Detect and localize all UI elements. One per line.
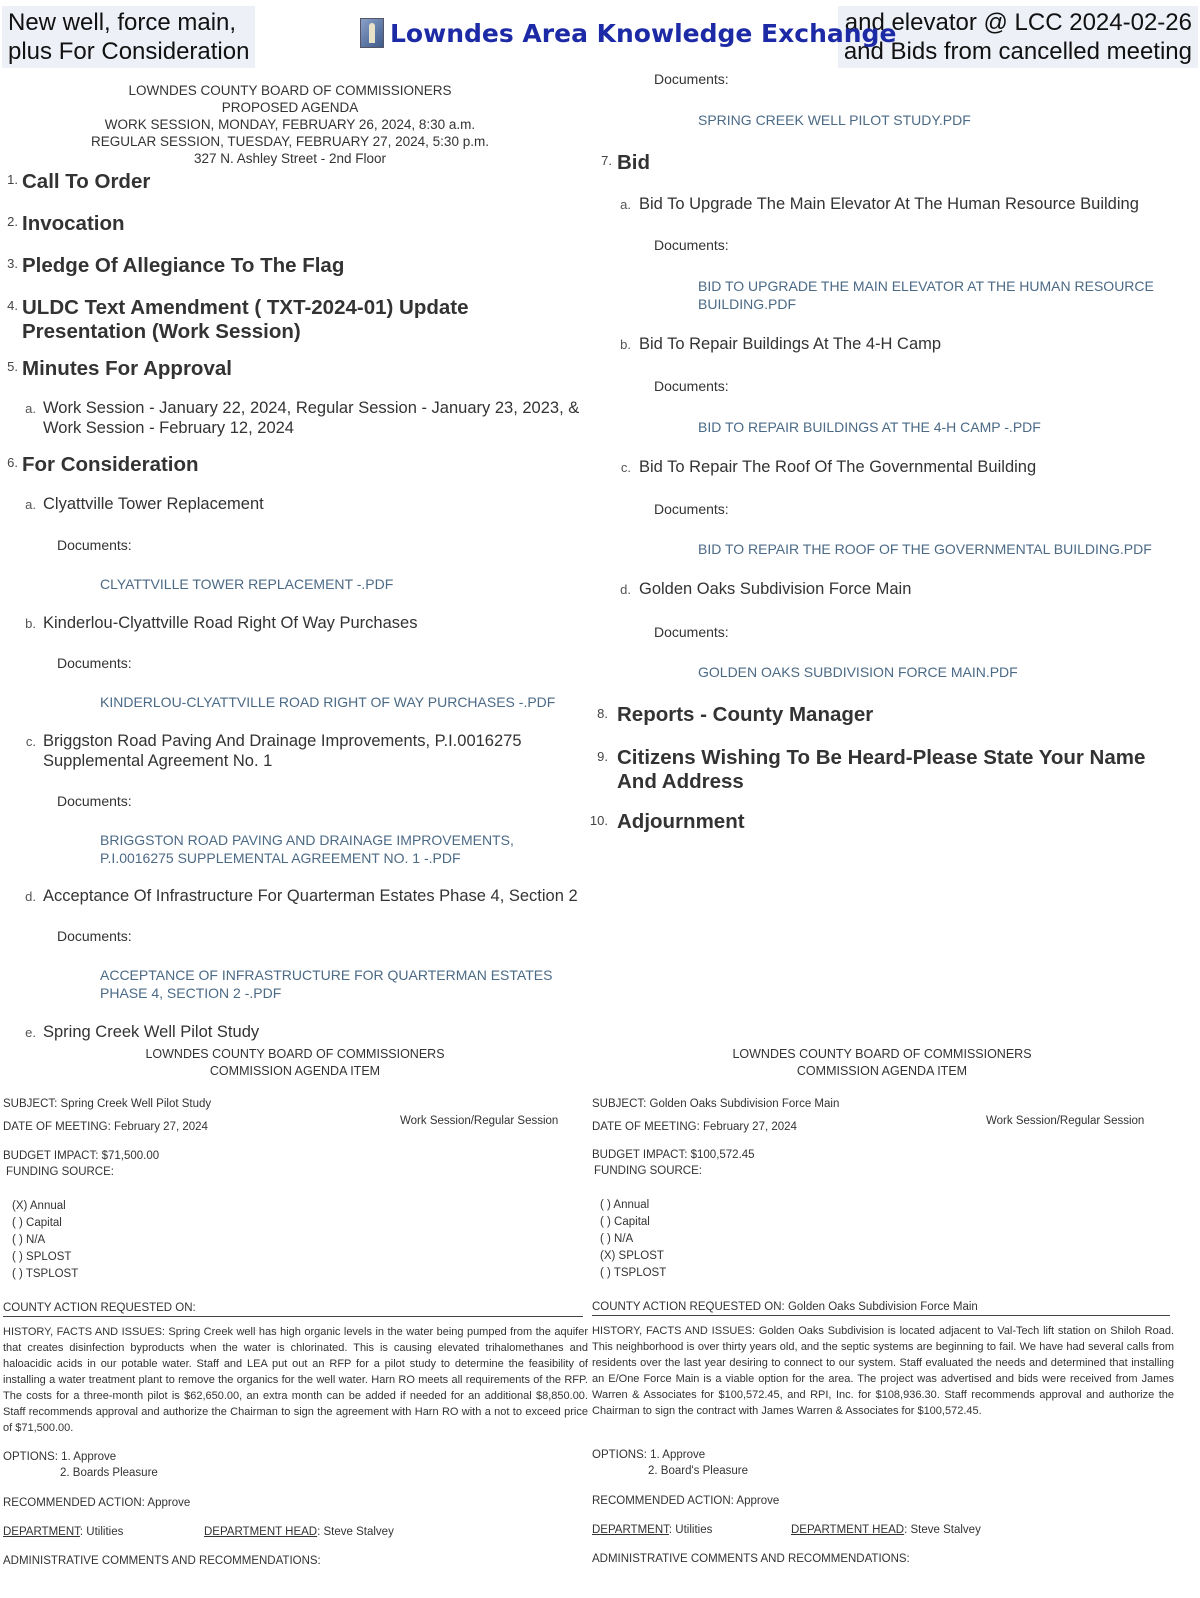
documents-label: Documents: xyxy=(654,237,729,253)
sub-item-letter: d. xyxy=(25,889,36,904)
agenda-item-title: For Consideration xyxy=(22,453,199,476)
department-label: DEPARTMENT xyxy=(3,1526,80,1538)
sheet-budget: BUDGET IMPACT: $71,500.00 xyxy=(3,1150,160,1162)
caption-left xyxy=(2,6,255,68)
documents-label: Documents: xyxy=(654,71,729,87)
funding-source: ( ) TSPLOST xyxy=(600,1267,667,1279)
agenda-header-line: LOWNDES COUNTY BOARD OF COMMISSIONERS xyxy=(128,83,452,98)
sheet-session: Work Session/Regular Session xyxy=(986,1115,1145,1127)
sheet-history: HISTORY, FACTS AND ISSUES: Golden Oaks Subdivision is located adjacent to Val-Tech lift station on Shiloh Road. This neighborhood is over thirty years old, and the septic systems are beginning to fail. We have had several calls from residents over the last year desiring to connect to our system. Staff evaluated the needs and determined that installing an E/One Force Main is a viable option for the area. The project was advertised and bids were received from James Warren & Associates for $100,572.45, and RPI, Inc. for $108,936.30. Staff recommends approval and authorize the Chairman to sign the contract with James Warren & Associates for $100,572.45. xyxy=(592,1325,1174,1417)
sub-item-title: Work Session - January 22, 2024, Regular Session - January 23, 2023, & Work Session - February 12, 2024 xyxy=(43,399,580,437)
sheet-date: DATE OF MEETING: February 27, 2024 xyxy=(3,1121,208,1133)
document-link[interactable]: BRIGGSTON ROAD PAVING AND DRAINAGE IMPROVEMENTS, P.I.0016275 SUPPLEMENTAL AGREEMENT NO. 1 -.PDF xyxy=(100,832,514,866)
funding-source: ( ) Capital xyxy=(600,1216,650,1228)
agenda-item-number: 5. xyxy=(7,359,18,374)
documents-label: Documents: xyxy=(654,624,729,640)
documents-label: Documents: xyxy=(654,378,729,394)
sub-item-letter: a. xyxy=(25,497,36,512)
funding-source: ( ) N/A xyxy=(12,1234,46,1246)
funding-source: ( ) TSPLOST xyxy=(12,1268,79,1280)
sheet-subject: SUBJECT: Spring Creek Well Pilot Study xyxy=(3,1098,212,1110)
documents-label: Documents: xyxy=(57,793,132,809)
site-brand-label: Lowndes Area Knowledge Exchange xyxy=(390,18,897,48)
agenda-header-line: REGULAR SESSION, TUESDAY, FEBRUARY 27, 2024, 5:30 p.m. xyxy=(91,134,489,149)
sub-item-title: Bid To Upgrade The Main Elevator At The Human Resource Building xyxy=(639,195,1139,213)
documents-label: Documents: xyxy=(57,537,132,553)
department-value: : Utilities xyxy=(79,1526,124,1538)
sub-item-title: Bid To Repair The Roof Of The Governmental Building xyxy=(639,458,1037,476)
funding-source: (X) SPLOST xyxy=(600,1250,664,1262)
agenda-item-title: Minutes For Approval xyxy=(22,357,232,380)
sub-item-letter: c. xyxy=(620,460,631,475)
agenda-item-title: Citizens Wishing To Be Heard-Please State Your Name And Address xyxy=(617,746,1146,793)
sheet-admin: ADMINISTRATIVE COMMENTS AND RECOMMENDATIONS: xyxy=(3,1555,321,1567)
agenda-item-number: 2. xyxy=(7,214,18,229)
department-head-label: DEPARTMENT HEAD xyxy=(791,1524,905,1536)
sub-item-letter: d. xyxy=(620,582,631,597)
agenda-item-number: 7. xyxy=(601,153,612,168)
document-link[interactable]: BID TO UPGRADE THE MAIN ELEVATOR AT THE HUMAN RESOURCE BUILDING.PDF xyxy=(698,278,1154,312)
sheet-title xyxy=(588,1046,1176,1080)
funding-source: (X) Annual xyxy=(12,1200,66,1212)
divider xyxy=(3,1316,583,1317)
sub-item-letter: c. xyxy=(25,734,36,749)
agenda-item-title: Pledge Of Allegiance To The Flag xyxy=(22,254,345,277)
agenda-header xyxy=(0,82,580,167)
sub-item-letter: a. xyxy=(620,197,631,212)
site-brand[interactable] xyxy=(360,18,896,48)
sheet-options: 2. Boards Pleasure xyxy=(60,1467,158,1479)
department-head-value: : Steve Stalvey xyxy=(317,1526,394,1538)
funding-source-list xyxy=(12,1198,78,1283)
agenda-item-title: Invocation xyxy=(22,212,125,235)
department-head-value: : Steve Stalvey xyxy=(904,1524,981,1536)
document-link[interactable]: BID TO REPAIR BUILDINGS AT THE 4-H CAMP -.PDF xyxy=(698,419,1041,435)
sheet-admin: ADMINISTRATIVE COMMENTS AND RECOMMENDATIONS: xyxy=(592,1553,910,1565)
document-link[interactable]: KINDERLOU-CLYATTVILLE ROAD RIGHT OF WAY PURCHASES -.PDF xyxy=(100,694,556,710)
agenda-item-number: 10. xyxy=(589,813,608,828)
sheet-history: HISTORY, FACTS AND ISSUES: Spring Creek well has high organic levels in the water being pumped from the aquifer that creates disinfection byproducts when the water is chlorinated. This is causing elevated trihalomethanes and haloacidic acids in our potable water. Staff and LEA put out an RFP for a pilot study to determine the feasibility of installing a water treatment plant to remove the organics for the well water. Harn RO meets all requirements of the RFP. The costs for a three-month pilot is $62,650.00, an extra month can be added if needed for an additional $8,850.00. Staff recommends approval and authorize the Chairman to sign the agreement with Harn RO with a not to exceed price of $71,500.00. xyxy=(3,1326,588,1434)
sheet-department xyxy=(3,1524,123,1541)
document-link[interactable]: CLYATTVILLE TOWER REPLACEMENT -.PDF xyxy=(100,576,394,592)
sheet-options: 2. Board's Pleasure xyxy=(648,1465,749,1477)
sheet-budget: BUDGET IMPACT: $100,572.45 xyxy=(592,1149,755,1161)
sheet-funding: FUNDING SOURCE: xyxy=(594,1165,702,1177)
sheet-action: COUNTY ACTION REQUESTED ON: xyxy=(3,1302,196,1314)
sub-item-title: Golden Oaks Subdivision Force Main xyxy=(639,580,912,598)
document-link[interactable]: ACCEPTANCE OF INFRASTRUCTURE FOR QUARTERMAN ESTATES PHASE 4, SECTION 2 -.PDF xyxy=(100,967,553,1001)
sheet-date: DATE OF MEETING: February 27, 2024 xyxy=(592,1121,797,1133)
documents-label: Documents: xyxy=(57,928,132,944)
sheet-department-head xyxy=(791,1522,981,1539)
document-link[interactable]: SPRING CREEK WELL PILOT STUDY.PDF xyxy=(698,112,971,128)
funding-source: ( ) N/A xyxy=(600,1233,634,1245)
agenda-item-number: 9. xyxy=(597,749,608,764)
sheet-department xyxy=(592,1522,712,1539)
sheet-title xyxy=(0,1046,590,1080)
department-head-label: DEPARTMENT HEAD xyxy=(204,1526,318,1538)
sub-item-title: Clyattville Tower Replacement xyxy=(43,495,264,513)
agenda-header-line: 327 N. Ashley Street - 2nd Floor xyxy=(193,151,387,166)
sheet-title-line: LOWNDES COUNTY BOARD OF COMMISSIONERS xyxy=(145,1047,445,1061)
divider xyxy=(592,1315,1170,1316)
funding-source: ( ) Capital xyxy=(12,1217,62,1229)
sheet-session: Work Session/Regular Session xyxy=(400,1115,559,1127)
department-value: : Utilities xyxy=(668,1524,713,1536)
agenda-item-title: Adjournment xyxy=(617,810,745,833)
agenda-item-number: 1. xyxy=(7,172,18,187)
department-label: DEPARTMENT xyxy=(592,1524,669,1536)
sheet-department-head xyxy=(204,1524,394,1541)
agenda-item-title: Reports - County Manager xyxy=(617,703,874,726)
sheet-options: OPTIONS: 1. Approve xyxy=(592,1449,706,1461)
agenda-header-line: WORK SESSION, MONDAY, FEBRUARY 26, 2024, 8:30 a.m. xyxy=(104,117,476,132)
sub-item-letter: e. xyxy=(25,1025,36,1040)
sheet-title-line: LOWNDES COUNTY BOARD OF COMMISSIONERS xyxy=(732,1047,1032,1061)
document-link[interactable]: GOLDEN OAKS SUBDIVISION FORCE MAIN.PDF xyxy=(698,664,1018,680)
agenda-item-title: ULDC Text Amendment ( TXT-2024-01) Update Presentation (Work Session) xyxy=(22,296,469,343)
documents-label: Documents: xyxy=(57,655,132,671)
sheet-recommended: RECOMMENDED ACTION: Approve xyxy=(3,1497,191,1509)
sub-item-title: Bid To Repair Buildings At The 4-H Camp xyxy=(639,335,942,353)
caption-left-line: plus For Consideration xyxy=(8,38,250,65)
sheet-title-line: COMMISSION AGENDA ITEM xyxy=(796,1064,968,1078)
sub-item-title: Acceptance Of Infrastructure For Quarterman Estates Phase 4, Section 2 xyxy=(43,887,578,905)
sheet-action: COUNTY ACTION REQUESTED ON: Golden Oaks Subdivision Force Main xyxy=(592,1301,978,1313)
sub-item-title: Briggston Road Paving And Drainage Improvements, P.I.0016275 Supplemental Agreement No. 1 xyxy=(43,732,522,770)
caption-right-line: and Bids from cancelled meeting xyxy=(843,38,1192,65)
funding-source-list xyxy=(600,1197,666,1282)
agenda-header-line: PROPOSED AGENDA xyxy=(221,100,359,115)
caption-right-line: and elevator @ LCC 2024-02-26 xyxy=(844,9,1192,36)
sub-item-letter: b. xyxy=(25,616,36,631)
sub-item-title: Spring Creek Well Pilot Study xyxy=(43,1023,260,1041)
sub-item-letter: a. xyxy=(25,401,36,416)
sheet-title-line: COMMISSION AGENDA ITEM xyxy=(209,1064,381,1078)
sheet-subject: SUBJECT: Golden Oaks Subdivision Force Main xyxy=(592,1098,840,1110)
agenda-item-number: 6. xyxy=(7,455,18,470)
funding-source: ( ) Annual xyxy=(600,1199,650,1211)
document-link[interactable]: BID TO REPAIR THE ROOF OF THE GOVERNMENTAL BUILDING.PDF xyxy=(698,541,1152,557)
sheet-funding: FUNDING SOURCE: xyxy=(6,1166,114,1178)
documents-label: Documents: xyxy=(654,501,729,517)
sheet-options: OPTIONS: 1. Approve xyxy=(3,1451,117,1463)
agenda-item-number: 8. xyxy=(597,706,608,721)
lake-logo-icon xyxy=(360,18,384,48)
sub-item-letter: b. xyxy=(620,337,631,352)
sub-item-title: Kinderlou-Clyattville Road Right Of Way Purchases xyxy=(43,614,418,632)
agenda-item-number: 4. xyxy=(7,298,18,313)
agenda-item-title: Bid xyxy=(617,151,651,174)
funding-source: ( ) SPLOST xyxy=(12,1251,72,1263)
caption-left-line: New well, force main, xyxy=(8,9,237,36)
agenda-item-number: 3. xyxy=(7,256,18,271)
sheet-recommended: RECOMMENDED ACTION: Approve xyxy=(592,1495,780,1507)
agenda-item-title: Call To Order xyxy=(22,170,151,193)
